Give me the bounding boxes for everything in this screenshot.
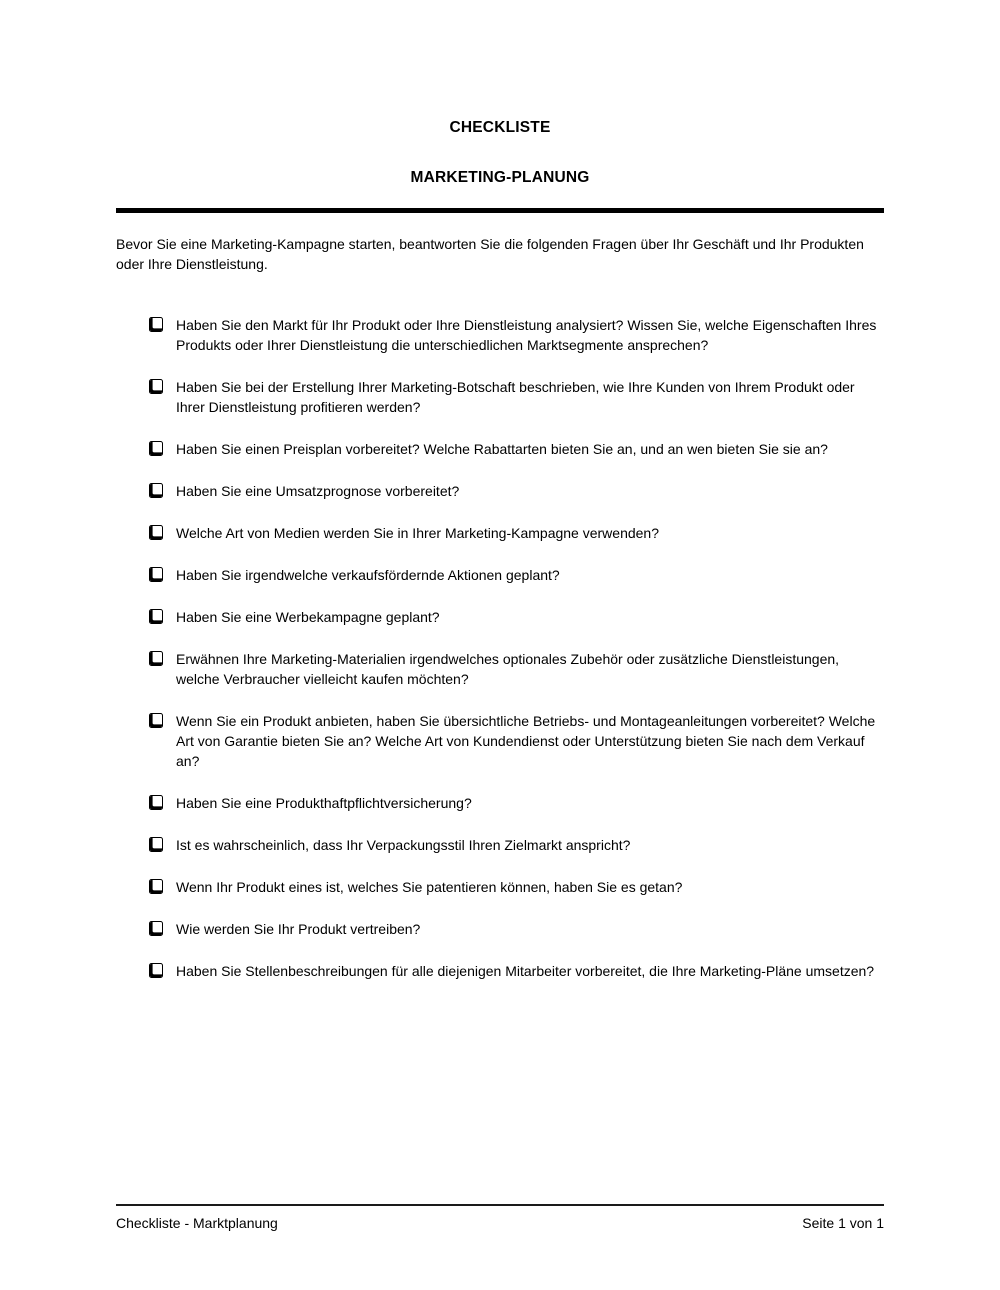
checklist-item-text: Wenn Sie ein Produkt anbieten, haben Sie übersichtliche Betriebs- und Montageanleitungen vorbereitet? Welche Art von Garantie bieten Sie an? Welche Art von Kundendienst oder Unterstützung bieten Sie nach dem Verkauf an? — [176, 713, 876, 769]
checklist-item-text: Haben Sie Stellenbeschreibungen für alle diejenigen Mitarbeiter vorbereitet, die Ihre Marketing-Pläne umsetzen? — [176, 963, 875, 979]
checklist-item-text: Erwähnen Ihre Marketing-Materialien irgendwelches optionales Zubehör oder zusätzliche Dienstleistungen, welche Verbraucher vielleicht kaufen möchten? — [176, 651, 840, 687]
checklist-item — [149, 961, 884, 981]
footer-document-name: Checkliste - Marktplanung — [116, 1215, 278, 1231]
checklist-item-text: Wenn Ihr Produkt eines ist, welches Sie patentieren können, haben Sie es getan? — [176, 879, 683, 895]
footer-rule — [116, 1204, 884, 1206]
checklist-item-text: Haben Sie den Markt für Ihr Produkt oder Ihre Dienstleistung analysiert? Wissen Sie, welche Eigenschaften Ihres Produkts oder Ihrer Dienstleistung die unterschiedlichen Marktsegmente ansprechen? — [176, 317, 877, 353]
checklist-item — [149, 835, 884, 855]
page-title: CHECKLISTE — [449, 119, 551, 136]
checklist-item — [149, 711, 884, 771]
checkbox-icon[interactable] — [149, 379, 163, 394]
checklist-item — [149, 793, 884, 813]
checklist-item — [149, 523, 884, 543]
checkbox-icon[interactable] — [149, 567, 163, 582]
checklist — [116, 315, 884, 981]
checkbox-icon[interactable] — [149, 963, 163, 978]
document-header — [116, 0, 884, 188]
checklist-item — [149, 649, 884, 689]
checklist-item — [149, 481, 884, 501]
checklist-item — [149, 565, 884, 585]
checklist-item — [149, 919, 884, 939]
checklist-item-text: Haben Sie einen Preisplan vorbereitet? Welche Rabattarten bieten Sie an, und an wen bieten Sie sie an? — [176, 441, 828, 457]
checkbox-icon[interactable] — [149, 609, 163, 624]
checklist-item-text: Haben Sie irgendwelche verkaufsfördernde Aktionen geplant? — [176, 567, 560, 583]
checkbox-icon[interactable] — [149, 795, 163, 810]
header-rule — [116, 208, 884, 213]
checkbox-icon[interactable] — [149, 879, 163, 894]
page-subtitle: MARKETING-PLANUNG — [410, 169, 590, 186]
checklist-item-text: Wie werden Sie Ihr Produkt vertreiben? — [176, 921, 421, 937]
footer-page-number: Seite 1 von 1 — [802, 1215, 884, 1231]
checklist-item — [149, 377, 884, 417]
checkbox-icon[interactable] — [149, 483, 163, 498]
checklist-item — [149, 439, 884, 459]
checkbox-icon[interactable] — [149, 317, 163, 332]
checklist-item-text: Haben Sie eine Produkthaftpflichtversicherung? — [176, 795, 472, 811]
checklist-item-text: Ist es wahrscheinlich, dass Ihr Verpackungsstil Ihren Zielmarkt anspricht? — [176, 837, 631, 853]
checkbox-icon[interactable] — [149, 651, 163, 666]
checkbox-icon[interactable] — [149, 441, 163, 456]
checklist-item-text: Haben Sie eine Werbekampagne geplant? — [176, 609, 440, 625]
checklist-item-text: Haben Sie eine Umsatzprognose vorbereitet? — [176, 483, 460, 499]
checkbox-icon[interactable] — [149, 525, 163, 540]
checklist-item — [149, 607, 884, 627]
checklist-item-text: Welche Art von Medien werden Sie in Ihrer Marketing-Kampagne verwenden? — [176, 525, 659, 541]
checkbox-icon[interactable] — [149, 713, 163, 728]
document-footer — [116, 1204, 884, 1233]
checkbox-icon[interactable] — [149, 837, 163, 852]
checklist-item — [149, 877, 884, 897]
checklist-item — [149, 315, 884, 355]
checklist-item-text: Haben Sie bei der Erstellung Ihrer Marketing-Botschaft beschrieben, wie Ihre Kunden von Ihrem Produkt oder Ihrer Dienstleistung profitieren werden? — [176, 379, 855, 415]
intro-paragraph: Bevor Sie eine Marketing-Kampagne starten, beantworten Sie die folgenden Fragen über Ihr Geschäft und Ihr Produkten oder Ihre Dienstleistung. — [116, 236, 864, 272]
checkbox-icon[interactable] — [149, 921, 163, 936]
